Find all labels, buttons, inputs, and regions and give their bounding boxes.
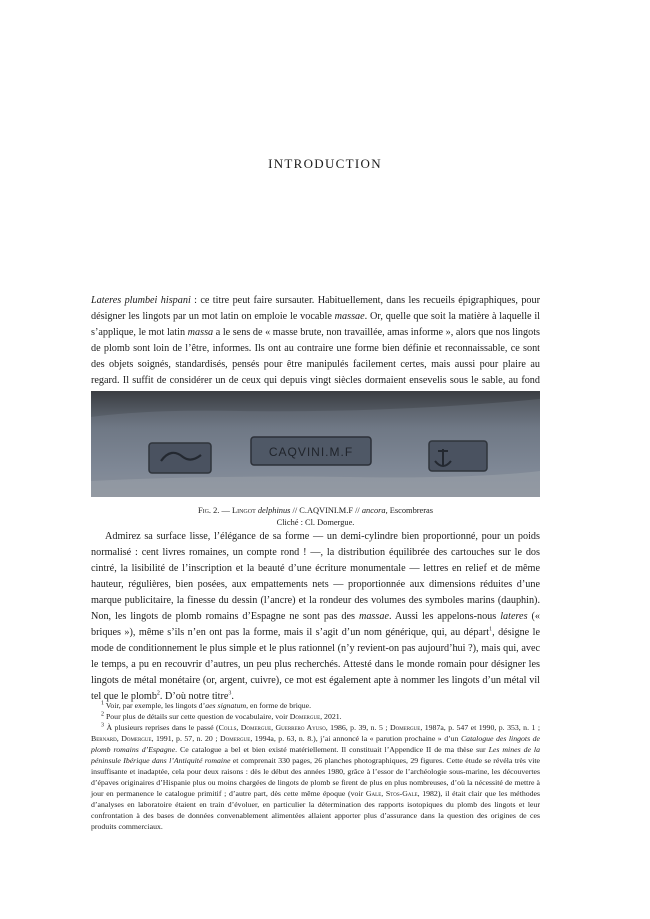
footnote-ref[interactable]: 1 [489, 626, 493, 633]
footnotes [91, 700, 540, 832]
intro-paragraph-1: Lateres plumbei hispani : ce titre peut faire sursauter. Habituellement, dans les recueils épigraphiques, pour désigner les lingots par un mot latin on emploie le vocable massae. Or, quelle que soit la matière à laquelle il s’applique, le mot latin massa a le sens de « masse brute, non travaillée, amas informe », alors que nos lingots de plomb sont loin de l’être, informes. Ils ont au contraire une forme bien définie et reconnaissable, ce sont des objets soignés, standardisés, pensés pour être manipulés facilement certes, mais aussi pour plaire au regard. Il suffit de considérer un de ceux qui depuis vingt siècles dormaient ensevelis sous le sable, au fond [91, 295, 541, 386]
footnote-1: $^1$ Voir, par exemple, les lingots d’aes signatum, en forme de brique. [101, 700, 312, 710]
intro-paragraph-2: Admirez sa surface lisse, l’élégance de sa forme — un demi-cylindre bien proportionné, pour un poids normalisé : cent livres romaines, un compte rond ! —, la distribution équilibrée des cartouches sur le dos cintré, la lisibilité de l’inscription et la beauté d’une écriture monumentale — lettres en relief et de même hauteur, régulières, bien posées, aux empattements nets — proportionnée aux dimensions réduites d’une marque publicitaire, la finesse du dessin (l’ancre) et la rondeur des volumes des symboles marins (dauphin). Non, les lingots de plomb romains d’Espagne ne sont pas des massae. Aussi les appelons-nous lateres (« briques »), même s’ils n’en ont pas la forme, mais il s’agit d’un nom générique, qui, au départ$^1$, désigne le mode de conditionnement le plus simple et le plus rationnel (n’y revient-on pas aujourd’hui ?), mais qui, avec le temps, a pu en recouvrir d’autres, un peu plus recherchés. Attesté dans le monde romain pour désigner les lingots de métal monétaire (or, argent, cuivre), ce mot est également apte à nommer les lingots d’un métal vil tel que le plomb$^2$. D’où notre titre$^3$. [91, 531, 540, 702]
footnote-3: $^3$ À plusieurs reprises dans le passé (Colls, Domergue, Guerrero Ayuso, 1986, p. 39, n. 5 ; Domergue, 1987a, p. 547 et 1990, p. 353, n. 1 ; Bernard, Domergue, 1991, p. 57, n. 20 ; Domergue, 1994a, p. 63, n. 8.), j’ai annoncé la « parution prochaine » d’un Catalogue des lingots de plomb romains d’Espagne. Ce catalogue a bel et bien existé matériellement. Il constituait l’Appendice II de ma thèse sur Les mines de la péninsule Ibérique dans l’Antiquité romaine et comprenait 330 pages, 26 planches photographiques, 29 figures. Cette étude se révéla très vite insuffisante et inadaptée, cela pour deux raisons : dès le début des années 1980, grâce à l’essor de l’archéologie sous-marine, les découvertes d’épaves originaires d’Hispanie plus ou moins chargées de lingots de plomb se firent de plus en plus nombreuses, d’où la nécessité de mettre à jour en permanence le catalogue primitif ; d’autre part, dès cette même époque (voir Gale, Stos-Gale, 1982), il était clair que les méthodes d’analyses en laboratoire étaient en train d’évoluer, en particulier la détermination des rapports isotopiques du plomb des lingots et leur confrontation à des bases de données convenablement alimentées allaient apporter plus d’assurance dans la question des origines de ces produits commerciaux. [91, 722, 541, 831]
ingot-stamp-inscription: CAQVINI.M.F [268, 445, 354, 459]
footnote-ref[interactable]: 2 [156, 690, 160, 697]
photo-credit: Cliché : Cl. Domergue. [276, 518, 355, 527]
footnote-ref[interactable]: 3 [228, 690, 232, 697]
latin-title-phrase: Lateres plumbei hispani [91, 295, 191, 306]
page-title: INTRODUCTION [268, 156, 382, 171]
figure-caption: Fig. 2. — Lingot delphinus // C.AQVINI.M.F // ancora, Escombreras Cliché : Cl. Domergue. [197, 506, 434, 527]
footnote-2: $^2$ Pour plus de détails sur cette question de vocabulaire, voir Domergue, 2021. [101, 711, 342, 721]
ingot-photo [91, 391, 540, 497]
